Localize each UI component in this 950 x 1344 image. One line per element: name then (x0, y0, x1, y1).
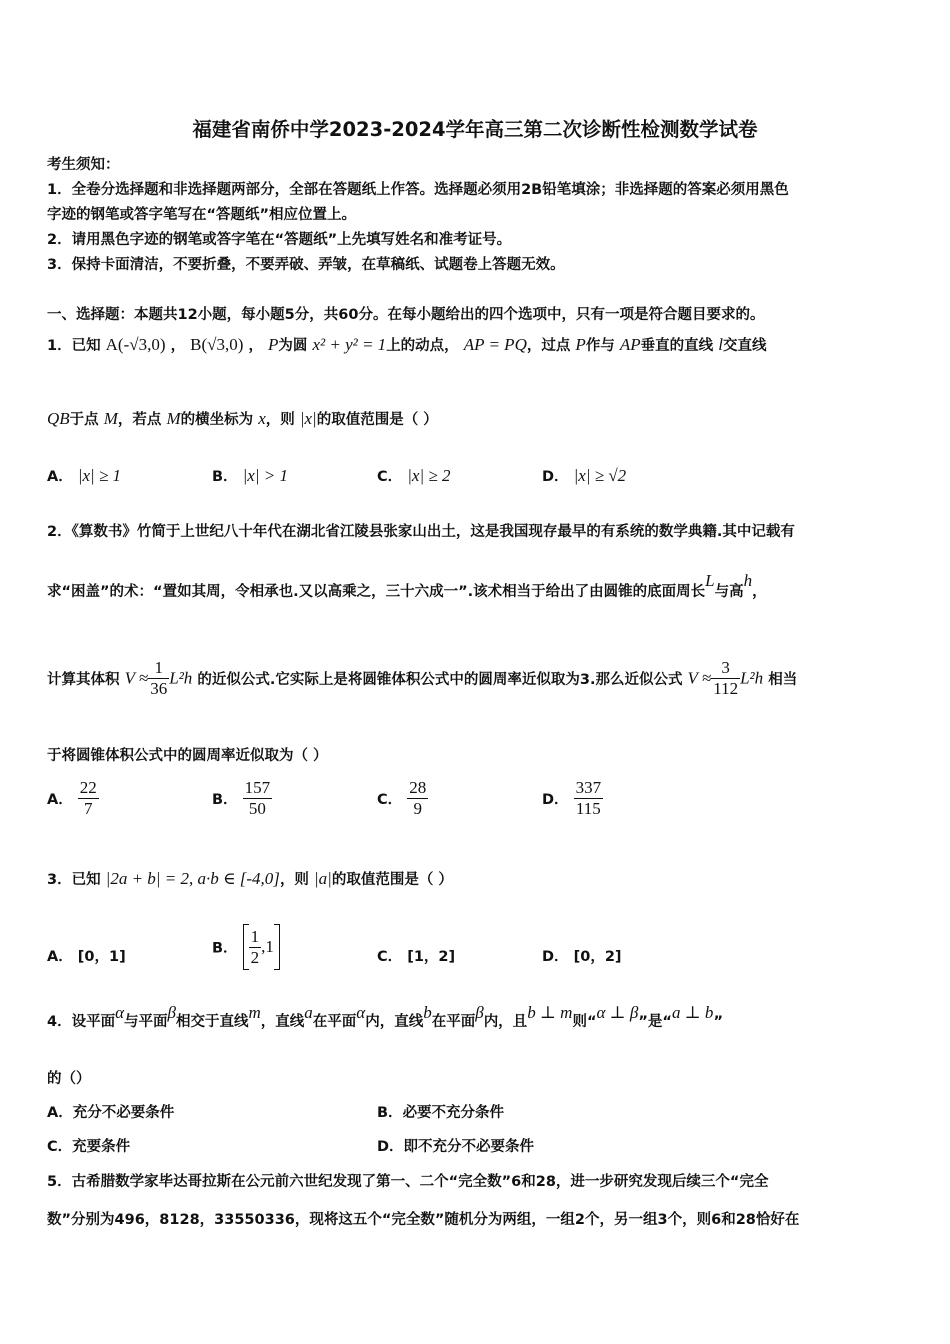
q4-text: 内，且 (483, 1014, 528, 1030)
question-2-line-4: 于将圆锥体积公式中的圆周率近似取为（ ） (47, 748, 328, 764)
numerator: 3 (711, 658, 740, 679)
q2-formula-1-lhs: V ≈ (124, 668, 149, 688)
question-2-line-3 (47, 658, 797, 699)
q3-abs-a: |a| (314, 869, 332, 888)
q1-point-a: A(-√3,0) (105, 335, 166, 354)
option-value: 充要条件 (72, 1139, 131, 1155)
q1-text: ， (248, 338, 263, 354)
q4-b-perp-m: b ⊥ m (527, 1003, 573, 1022)
q1-p: P (575, 335, 586, 354)
option-label: A． (47, 792, 73, 808)
q1-text: 的取值范围是（ ） (316, 412, 438, 428)
option-label: D． (377, 1139, 404, 1155)
right-bracket (274, 924, 280, 970)
option-value: [0，1] (77, 949, 126, 965)
q2-option-a (47, 778, 99, 819)
q1-point-b: B(√3,0) (190, 335, 244, 354)
q2-l: L (705, 571, 715, 590)
q2-text: 的近似公式.它实际上是将圆锥体积公式中的圆周率近似取为3.那么近似公式 (197, 672, 683, 688)
q2-formula-2-lhs: V ≈ (687, 668, 712, 688)
q4-b: b (423, 1003, 432, 1022)
notice-line-2: 2．请用黑色字迹的钢笔或答字笔在“答题纸”上先填写姓名和准考证号。 (47, 232, 512, 248)
q1-text: 垂直的直线 (640, 338, 714, 354)
q4-alpha: α (356, 1003, 366, 1022)
q3-condition: |2a + b| = 2, a·b ∈ [-4,0] (105, 869, 280, 888)
option-label: D． (542, 792, 569, 808)
numerator: 337 (575, 778, 602, 797)
q1-text: ，过点 (526, 338, 571, 354)
q4-option-d (377, 1135, 534, 1156)
q4-text: 与平面 (124, 1014, 168, 1030)
q3-option-a (47, 945, 126, 966)
numerator: 22 (79, 778, 97, 797)
q2-formula-1-rhs: L²h (169, 668, 193, 688)
q1-eq: AP = PQ (463, 335, 527, 354)
option-value: 即不充分不必要条件 (403, 1139, 535, 1155)
option-value-tail: ,1 (261, 937, 274, 956)
q4-text: 在平面 (312, 1014, 357, 1030)
q4-m: m (248, 1003, 261, 1022)
denominator: 9 (413, 799, 422, 818)
option-value: |x| ≥ 2 (407, 466, 451, 485)
q1-option-b (212, 465, 288, 486)
numerator: 28 (409, 778, 427, 797)
q4-text: 相交于直线 (176, 1014, 249, 1030)
q1-text: 的横坐标为 (180, 412, 254, 428)
q2-formula-2-fraction (711, 658, 740, 699)
q3-text: ，则 (279, 872, 309, 888)
numerator: 1 (148, 658, 169, 679)
option-label: A． (47, 949, 73, 965)
option-fraction (78, 778, 99, 819)
q2-option-b (212, 778, 272, 819)
option-label: B． (212, 792, 238, 808)
q4-alpha: α (115, 1003, 125, 1022)
q3-text: 的取值范围是（ ） (331, 872, 453, 888)
q1-text: ， (170, 338, 186, 354)
q1-l: l (718, 335, 723, 354)
denominator: 115 (575, 799, 601, 818)
q1-option-c (377, 465, 450, 486)
q1-num: 1．已知 (47, 338, 101, 354)
q2-option-c (377, 778, 428, 819)
option-fraction (249, 927, 262, 968)
q1-text: 于点 (69, 412, 99, 428)
q1-text: 上的动点， (386, 338, 459, 354)
q1-m: M (103, 409, 118, 428)
q1-text: ，则 (265, 412, 295, 428)
denominator: 36 (150, 679, 168, 698)
q4-option-c (47, 1135, 130, 1156)
option-value: |x| ≥ 1 (77, 466, 122, 485)
q2-option-d (542, 778, 603, 819)
q2-text: 求“困盖”的术：“置如其周，令相承也.又以高乘之，三十六成一”.该术相当于给出了由圆锥的底面周长 (47, 584, 706, 600)
q1-x: x (258, 409, 266, 428)
q2-formula-2-rhs: L²h (740, 668, 764, 688)
q4-beta: β (475, 1003, 484, 1022)
q3-option-b (212, 924, 280, 970)
q4-a: a (304, 1003, 313, 1022)
option-label: C． (47, 1139, 73, 1155)
page-title: 福建省南侨中学2023-2024学年高三第二次诊断性检测数学试卷 (192, 118, 758, 141)
q4-text: 则“ (572, 1014, 597, 1030)
question-3-line-1 (47, 868, 453, 889)
q1-option-a (47, 465, 121, 486)
q1-ap: AP (619, 335, 641, 354)
question-2-line-2 (47, 571, 767, 601)
q4-alpha-perp-beta: α ⊥ β (596, 1003, 639, 1022)
option-value: |x| > 1 (242, 466, 288, 485)
section-1-heading: 一、选择题：本题共12小题，每小题5分，共60分。在每小题给出的四个选项中，只有一项是符合题目要求的。 (47, 307, 765, 323)
option-label: C． (377, 469, 403, 485)
q2-text: ， (752, 584, 767, 600)
q3-option-c (377, 945, 455, 966)
q1-option-d (542, 465, 626, 486)
question-2-line-1: 2．《算数书》竹简于上世纪八十年代在湖北省江陵县张家山出土，这是我国现存最早的有系统的数学典籍.其中记载有 (47, 524, 795, 540)
q2-text: 相当 (768, 672, 798, 688)
q1-m: M (166, 409, 181, 428)
q4-text: ”是“ (638, 1014, 672, 1030)
option-value: 必要不充分条件 (402, 1105, 505, 1121)
option-label: B． (212, 940, 238, 957)
option-value: [1，2] (407, 949, 456, 965)
q4-beta: β (167, 1003, 176, 1022)
q4-option-a (47, 1101, 174, 1122)
denominator: 2 (250, 947, 260, 967)
option-value: [0，2] (573, 949, 622, 965)
q4-option-b (377, 1101, 504, 1122)
option-label: B． (377, 1105, 403, 1121)
q2-formula-1-fraction (148, 658, 169, 699)
q1-text: ，若点 (117, 412, 162, 428)
q4-text: 在平面 (431, 1014, 476, 1030)
q4-text: ，直线 (260, 1014, 305, 1030)
question-5-line-2: 数”分别为496，8128，33550336，现将这五个“完全数”随机分为两组，一组2个，另一组3个，则6和28恰好在 (47, 1212, 800, 1228)
q4-a-perp-b: a ⊥ b (671, 1003, 714, 1022)
q1-p: P (268, 335, 279, 354)
q1-text: 为圆 (278, 338, 308, 354)
option-label: D． (542, 949, 569, 965)
notice-line-1: 1．全卷分选择题和非选择题两部分，全部在答题纸上作答。选择题必须用2B铅笔填涂；非选择题的答案必须用黑色 (47, 182, 789, 198)
question-5-line-1: 5．古希腊数学家毕达哥拉斯在公元前六世纪发现了第一、二个“完全数”6和28，进一步研究发现后续三个“完全 (47, 1174, 769, 1190)
q4-text: 内，直线 (365, 1014, 424, 1030)
option-fraction (574, 778, 604, 819)
q1-abs-x: |x| (299, 409, 317, 428)
notice-line-1b: 字迹的钢笔或答字笔写在“答题纸”相应位置上。 (47, 207, 357, 223)
option-label: C． (377, 792, 403, 808)
notice-heading: 考生须知： (47, 157, 120, 173)
q1-circle: x² + y² = 1 (312, 335, 387, 354)
denominator: 7 (84, 799, 93, 818)
q1-qb: QB (47, 409, 70, 428)
notice-line-3: 3．保持卡面清洁，不要折叠，不要弄破、弄皱，在草稿纸、试题卷上答题无效。 (47, 257, 565, 273)
question-1-line-2 (47, 408, 438, 429)
option-value: 充分不必要条件 (72, 1105, 175, 1121)
q3-option-d (542, 945, 622, 966)
q2-text: 与高 (714, 584, 744, 600)
option-fraction (243, 778, 273, 819)
question-1-line-1 (47, 334, 766, 355)
option-value: |x| ≥ √2 (573, 466, 627, 485)
option-label: A． (47, 1105, 73, 1121)
numerator: 1 (250, 926, 260, 946)
q4-text: ” (713, 1014, 723, 1030)
question-4-line-1 (47, 1003, 723, 1031)
q3-text: 3．已知 (47, 872, 101, 888)
option-label: D． (542, 469, 569, 485)
question-4-line-2: 的（） (47, 1071, 91, 1087)
q2-h: h (743, 571, 753, 590)
denominator: 50 (248, 799, 266, 818)
q1-text: 作与 (585, 338, 615, 354)
q4-text: 4．设平面 (47, 1014, 116, 1030)
q1-text: 交直线 (722, 338, 767, 354)
option-label: A． (47, 469, 73, 485)
denominator: 112 (713, 679, 739, 698)
option-label: C． (377, 949, 403, 965)
q2-text: 计算其体积 (47, 672, 120, 688)
option-label: B． (212, 469, 238, 485)
numerator: 157 (244, 778, 271, 797)
option-fraction (407, 778, 428, 819)
